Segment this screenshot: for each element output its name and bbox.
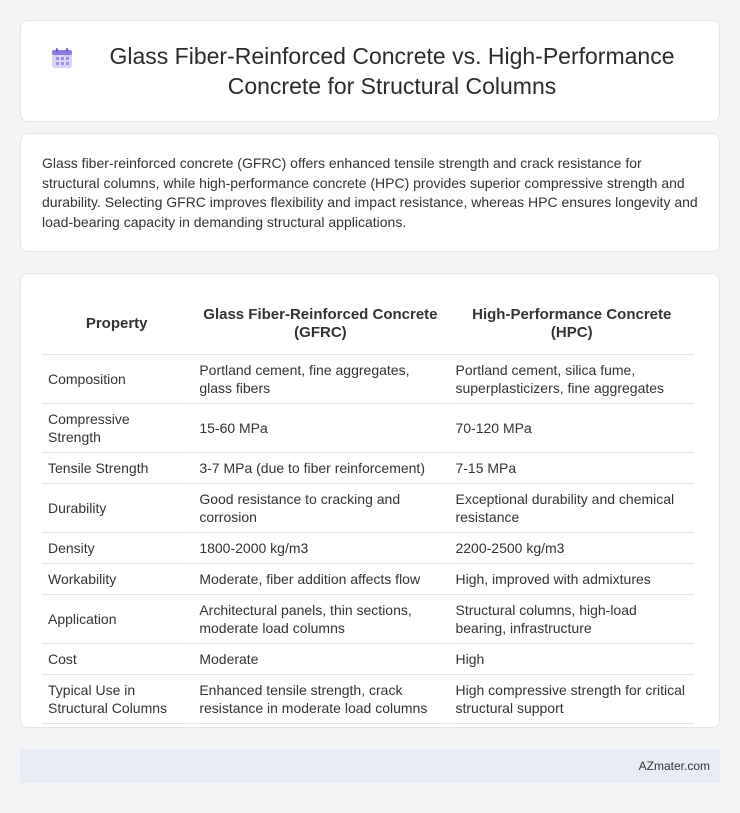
row-gfrc: Portland cement, fine aggregates, glass fibers [193, 355, 447, 404]
row-gfrc: 1800-2000 kg/m3 [193, 533, 447, 564]
row-property: Application [42, 595, 191, 644]
row-gfrc: Good resistance to cracking and corrosion [193, 484, 447, 533]
table-row [42, 484, 694, 533]
row-hpc: High [449, 644, 694, 675]
header-property: Property [42, 293, 191, 355]
calendar-icon [51, 47, 73, 69]
row-hpc: High, improved with admixtures [449, 564, 694, 595]
table-row [42, 675, 694, 724]
row-hpc: High compressive strength for critical structural support [449, 675, 694, 724]
row-property: Typical Use in Structural Columns [42, 675, 191, 724]
header-card [20, 20, 720, 122]
row-gfrc: 3-7 MPa (due to fiber reinforcement) [193, 453, 447, 484]
row-hpc: 2200-2500 kg/m3 [449, 533, 694, 564]
row-hpc: 7-15 MPa [449, 453, 694, 484]
row-hpc: Exceptional durability and chemical resistance [449, 484, 694, 533]
table-row [42, 355, 694, 404]
table-header-row [42, 293, 694, 355]
header-hpc: High-Performance Concrete (HPC) [449, 293, 694, 355]
row-hpc: Structural columns, high-load bearing, infrastructure [449, 595, 694, 644]
row-gfrc: Enhanced tensile strength, crack resistance in moderate load columns [193, 675, 447, 724]
table-row [42, 564, 694, 595]
row-hpc: 70-120 MPa [449, 404, 694, 453]
row-property: Density [42, 533, 191, 564]
page-title: Glass Fiber-Reinforced Concrete vs. High-Performance Concrete for Structural Columns [109, 43, 675, 99]
row-gfrc: Moderate, fiber addition affects flow [193, 564, 447, 595]
footer-source-link[interactable]: AZmater.com [638, 759, 710, 773]
row-property: Compressive Strength [42, 404, 191, 453]
table-row [42, 533, 694, 564]
header-gfrc: Glass Fiber-Reinforced Concrete (GFRC) [193, 293, 447, 355]
row-property: Tensile Strength [42, 453, 191, 484]
row-property: Durability [42, 484, 191, 533]
comparison-table [40, 293, 696, 724]
table-row [42, 404, 694, 453]
row-gfrc: Architectural panels, thin sections, moderate load columns [193, 595, 447, 644]
row-gfrc: Moderate [193, 644, 447, 675]
table-row [42, 453, 694, 484]
table-row [42, 595, 694, 644]
row-property: Cost [42, 644, 191, 675]
row-property: Workability [42, 564, 191, 595]
summary-card [20, 133, 720, 252]
row-property: Composition [42, 355, 191, 404]
footer-bar [20, 749, 720, 783]
table-row [42, 644, 694, 675]
summary-text: Glass fiber-reinforced concrete (GFRC) offers enhanced tensile strength and crack resistance for structural columns, while high-performance concrete (HPC) provides superior compressive strength and durability. Selecting GFRC improves flexibility and impact resistance, whereas HPC ensures longevity and load-bearing capacity in demanding structural applications. [42, 155, 698, 230]
comparison-table-card [20, 273, 720, 728]
row-hpc: Portland cement, silica fume, superplasticizers, fine aggregates [449, 355, 694, 404]
row-gfrc: 15-60 MPa [193, 404, 447, 453]
